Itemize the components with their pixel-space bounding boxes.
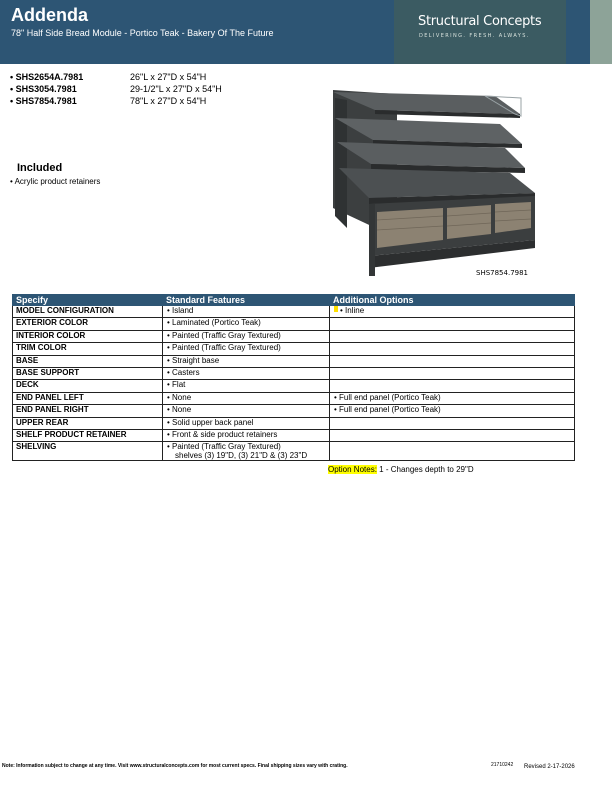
spec-name: UPPER REAR	[13, 417, 163, 429]
standard-feature: • Painted (Traffic Gray Textured)	[163, 330, 330, 342]
included-item: • Acrylic product retainers	[10, 177, 101, 186]
table-row	[13, 405, 575, 417]
standard-feature: • Island	[163, 306, 330, 318]
standard-feature: • Casters	[163, 367, 330, 379]
additional-option: • Full end panel (Portico Teak)	[330, 405, 575, 417]
column-header-options: Additional Options	[330, 295, 575, 306]
model-row	[10, 72, 310, 84]
spec-name: END PANEL RIGHT	[13, 405, 163, 417]
additional-option	[330, 355, 575, 367]
spec-name: SHELF PRODUCT RETAINER	[13, 429, 163, 441]
option-notes-text: 1 - Changes depth to 29"D	[379, 465, 474, 474]
model-dimensions: 26"L x 27"D x 54"H	[130, 72, 207, 82]
spec-name: INTERIOR COLOR	[13, 330, 163, 342]
model-row	[10, 84, 310, 96]
model-code: • SHS3054.7981	[10, 84, 77, 94]
standard-feature: • Flat	[163, 380, 330, 392]
option-note-marker	[334, 306, 338, 312]
additional-option	[330, 442, 575, 461]
standard-feature: • Solid upper back panel	[163, 417, 330, 429]
standard-feature: • Straight base	[163, 355, 330, 367]
standard-feature-detail: shelves (3) 19"D, (3) 21"D & (3) 23"D	[175, 451, 308, 461]
table-row	[13, 318, 575, 330]
standard-feature: • Laminated (Portico Teak)	[163, 318, 330, 330]
spec-name: SHELVING	[13, 442, 163, 461]
footer-note: Note: Information subject to change at any time. Visit www.structuralconcepts.com for most current specs. Final shipping sizes vary with crating.	[2, 763, 348, 769]
spec-name: EXTERIOR COLOR	[13, 318, 163, 330]
column-header-standard: Standard Features	[163, 295, 330, 306]
model-code: • SHS2654A.7981	[10, 72, 84, 82]
model-list	[10, 72, 310, 108]
spec-name: BASE	[13, 355, 163, 367]
table-row	[13, 442, 575, 461]
footer-revised: Revised 2-17-2026	[524, 764, 575, 770]
spec-name: BASE SUPPORT	[13, 367, 163, 379]
company-logo	[394, 0, 566, 64]
additional-option	[330, 343, 575, 355]
model-dimensions: 78"L x 27"D x 54"H	[130, 96, 207, 106]
table-row	[13, 330, 575, 342]
additional-option	[330, 417, 575, 429]
page-subtitle: 78" Half Side Bread Module - Portico Teak - Bakery Of The Future	[11, 28, 274, 38]
table-row	[13, 367, 575, 379]
additional-option	[330, 330, 575, 342]
spec-name: TRIM COLOR	[13, 343, 163, 355]
logo-name: Structural Concepts	[418, 14, 542, 29]
table-row	[13, 355, 575, 367]
standard-feature: • None	[163, 392, 330, 404]
standard-feature: • Front & side product retainers	[163, 429, 330, 441]
table-row	[13, 429, 575, 441]
spec-name: DECK	[13, 380, 163, 392]
additional-option: • Full end panel (Portico Teak)	[330, 392, 575, 404]
header-banner	[0, 0, 612, 64]
additional-option	[330, 367, 575, 379]
column-header-specify: Specify	[13, 295, 163, 306]
product-image	[325, 88, 540, 278]
additional-option	[330, 380, 575, 392]
table-row	[13, 343, 575, 355]
standard-feature-cell	[163, 442, 330, 461]
standard-feature: • Painted (Traffic Gray Textured)	[163, 343, 330, 355]
footer-doc-code: 21710242	[491, 762, 514, 768]
additional-option	[330, 429, 575, 441]
header-accent-bar	[590, 0, 612, 64]
table-row	[13, 392, 575, 404]
included-heading: Included	[17, 162, 63, 174]
table-row	[13, 417, 575, 429]
standard-feature: • None	[163, 405, 330, 417]
table-header-row	[13, 295, 575, 306]
option-notes	[328, 465, 474, 474]
additional-option-cell	[330, 306, 575, 318]
model-dimensions: 29-1/2"L x 27"D x 54"H	[130, 84, 222, 94]
logo-tagline: DELIVERING. FRESH. ALWAYS.	[419, 33, 530, 39]
spec-name: END PANEL LEFT	[13, 392, 163, 404]
model-row	[10, 96, 310, 108]
image-caption: SHS7854.7981	[476, 269, 529, 277]
spec-name: MODEL CONFIGURATION	[13, 306, 163, 318]
standard-feature: • Painted (Traffic Gray Textured)	[167, 442, 281, 452]
option-notes-label: Option Notes:	[328, 465, 377, 474]
page-title: Addenda	[11, 5, 89, 25]
table-row	[13, 306, 575, 318]
additional-option: • Inline	[340, 306, 365, 315]
model-code: • SHS7854.7981	[10, 96, 77, 106]
table-row	[13, 380, 575, 392]
additional-option	[330, 318, 575, 330]
spec-table	[12, 294, 575, 461]
